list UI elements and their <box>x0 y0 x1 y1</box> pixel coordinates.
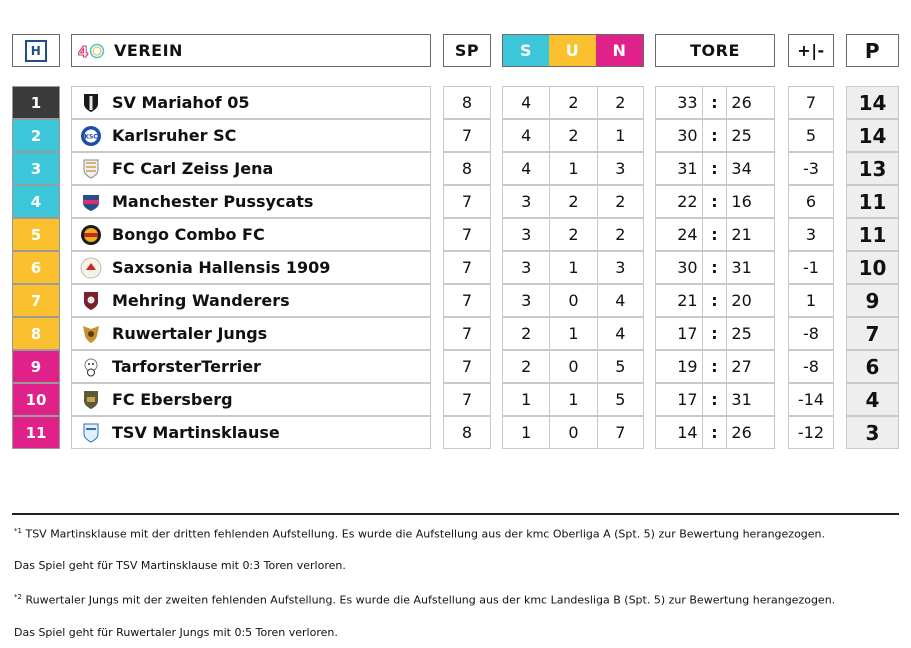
games-played: 7 <box>443 119 491 152</box>
points: 11 <box>846 185 899 218</box>
points: 14 <box>846 119 899 152</box>
games-played: 7 <box>443 218 491 251</box>
losses-value: 3 <box>597 153 643 184</box>
wins <box>502 317 644 350</box>
pussycats-crest-icon <box>80 191 102 213</box>
losses-value: 5 <box>597 384 643 415</box>
wins <box>502 185 644 218</box>
svg-text:KSC: KSC <box>84 133 98 140</box>
svg-text:4: 4 <box>78 42 89 61</box>
team-name: Ruwertaler Jungs <box>112 324 268 343</box>
points: 10 <box>846 251 899 284</box>
goals-against: 34 <box>726 153 774 184</box>
draws-value: 1 <box>549 384 596 415</box>
team-cell[interactable] <box>71 416 431 449</box>
goals-separator: : <box>702 384 727 415</box>
goals-cell <box>655 317 775 350</box>
goal-difference: 5 <box>788 119 834 152</box>
goals-separator: : <box>702 252 727 283</box>
goals-separator: : <box>702 186 727 217</box>
team-name: Bongo Combo FC <box>112 225 265 244</box>
rank-badge: 4 <box>12 185 60 218</box>
team-name: TarforsterTerrier <box>112 357 261 376</box>
team-name: FC Carl Zeiss Jena <box>112 159 274 178</box>
wins-value: 4 <box>521 93 532 112</box>
team-cell[interactable] <box>71 350 431 383</box>
note-1: $^{*1}$ TSV Martinsklause mit der dritten fehlenden Aufstellung. Es wurde die Aufstellung aus der kmc Oberliga A (Spt. 5) zur Bewertung herangezogen. <box>14 527 826 541</box>
losses-value: 2 <box>597 219 643 250</box>
points: 7 <box>846 317 899 350</box>
rank-badge: 9 <box>12 350 60 383</box>
losses-value: 2 <box>597 186 643 217</box>
wins-value: 2 <box>521 357 532 376</box>
rank-badge: 7 <box>12 284 60 317</box>
goals-against: 25 <box>726 120 774 151</box>
draws-value: 1 <box>549 318 596 349</box>
goals-separator: : <box>702 153 727 184</box>
games-played: 7 <box>443 317 491 350</box>
goals-separator: : <box>702 351 727 382</box>
goals-for: 30 <box>677 258 698 277</box>
note-4: Das Spiel geht für Ruwertaler Jungs mit 0:5 Toren verloren. <box>14 626 338 639</box>
team-cell[interactable] <box>71 86 431 119</box>
goal-difference: -12 <box>788 416 834 449</box>
losses-value: 7 <box>597 417 643 448</box>
team-cell[interactable] <box>71 317 431 350</box>
goals-against: 26 <box>726 87 774 118</box>
wins <box>502 383 644 416</box>
diff-header: +|- <box>788 34 834 67</box>
rank-badge: 10 <box>12 383 60 416</box>
goals-against: 16 <box>726 186 774 217</box>
sp-header: SP <box>443 34 491 67</box>
ksc-crest-icon <box>80 125 102 147</box>
points: 9 <box>846 284 899 317</box>
rank-badge: 1 <box>12 86 60 119</box>
draws-value: 1 <box>549 153 596 184</box>
losses-value: 4 <box>597 285 643 316</box>
team-name: SV Mariahof 05 <box>112 93 250 112</box>
team-cell[interactable] <box>71 284 431 317</box>
losses-value: 3 <box>597 252 643 283</box>
goals-for: 33 <box>677 93 698 112</box>
team-name: Saxsonia Hallensis 1909 <box>112 258 331 277</box>
wins-value: 2 <box>521 324 532 343</box>
u-header: U <box>549 34 596 67</box>
goals-cell <box>655 284 775 317</box>
logo-40-icon <box>78 40 106 62</box>
terrier-crest-icon <box>80 356 102 378</box>
wins <box>502 284 644 317</box>
points: 3 <box>846 416 899 449</box>
goals-for: 17 <box>677 324 698 343</box>
wins <box>502 350 644 383</box>
goals-for: 24 <box>677 225 698 244</box>
goals-against: 25 <box>726 318 774 349</box>
points: 13 <box>846 152 899 185</box>
goals-for: 19 <box>677 357 698 376</box>
goals-against: 31 <box>726 384 774 415</box>
goals-for: 17 <box>677 390 698 409</box>
ruwertaler-crest-icon <box>80 323 102 345</box>
games-played: 8 <box>443 86 491 119</box>
draws-value: 2 <box>549 87 596 118</box>
goal-difference: -8 <box>788 350 834 383</box>
wins <box>502 152 644 185</box>
goals-separator: : <box>702 219 727 250</box>
goals-cell <box>655 185 775 218</box>
n-header: N <box>596 34 644 67</box>
draws-value: 2 <box>549 219 596 250</box>
rank-badge: 11 <box>12 416 60 449</box>
goals-separator: : <box>702 87 727 118</box>
team-name: TSV Martinsklause <box>112 423 280 442</box>
draws-value: 0 <box>549 285 596 316</box>
team-cell[interactable] <box>71 251 431 284</box>
ebersberg-crest-icon <box>80 389 102 411</box>
wins-value: 3 <box>521 192 532 211</box>
goals-separator: : <box>702 120 727 151</box>
wins-value: 3 <box>521 291 532 310</box>
goal-difference: 3 <box>788 218 834 251</box>
losses-value: 2 <box>597 87 643 118</box>
wins <box>502 218 644 251</box>
goals-cell <box>655 251 775 284</box>
verein-label: VEREIN <box>114 41 183 60</box>
jena-crest-icon <box>80 158 102 180</box>
martinsklause-crest-icon <box>80 422 102 444</box>
wins-value: 4 <box>521 126 532 145</box>
goal-difference: -3 <box>788 152 834 185</box>
games-played: 7 <box>443 284 491 317</box>
rank-badge: 3 <box>12 152 60 185</box>
points: 11 <box>846 218 899 251</box>
goal-difference: 1 <box>788 284 834 317</box>
bongo-crest-icon <box>80 224 102 246</box>
team-cell[interactable] <box>71 383 431 416</box>
goals-cell <box>655 416 775 449</box>
goals-cell <box>655 218 775 251</box>
goals-separator: : <box>702 417 727 448</box>
draws-value: 2 <box>549 186 596 217</box>
wins <box>502 251 644 284</box>
goals-cell <box>655 86 775 119</box>
draws-value: 0 <box>549 351 596 382</box>
footer-divider <box>12 513 899 515</box>
points: 6 <box>846 350 899 383</box>
wins-value: 3 <box>521 258 532 277</box>
draws-value: 2 <box>549 120 596 151</box>
wins <box>502 416 644 449</box>
goal-difference: -1 <box>788 251 834 284</box>
goals-for: 22 <box>677 192 698 211</box>
games-played: 7 <box>443 251 491 284</box>
wins-value: 1 <box>521 390 532 409</box>
points: 4 <box>846 383 899 416</box>
draws-value: 0 <box>549 417 596 448</box>
s-header: S <box>502 34 549 67</box>
note-3: $^{*2}$ Ruwertaler Jungs mit der zweiten fehlenden Aufstellung. Es wurde die Aufstellung aus der kmc Landesliga B (Spt. 5) zur Bewertung herangezogen. <box>14 593 836 607</box>
rank-badge: 2 <box>12 119 60 152</box>
goals-for: 31 <box>677 159 698 178</box>
tore-header: TORE <box>655 34 775 67</box>
losses-value: 1 <box>597 120 643 151</box>
goals-against: 20 <box>726 285 774 316</box>
games-played: 8 <box>443 152 491 185</box>
team-name: Manchester Pussycats <box>112 192 314 211</box>
team-name: FC Ebersberg <box>112 390 233 409</box>
note-2: Das Spiel geht für TSV Martinsklause mit 0:3 Toren verloren. <box>14 559 346 572</box>
wins <box>502 119 644 152</box>
rank-badge: 8 <box>12 317 60 350</box>
goal-difference: -8 <box>788 317 834 350</box>
mariahof-crest-icon <box>80 92 102 114</box>
goals-against: 26 <box>726 417 774 448</box>
wins <box>502 86 644 119</box>
goal-difference: 7 <box>788 86 834 119</box>
rank-badge: 5 <box>12 218 60 251</box>
points: 14 <box>846 86 899 119</box>
goals-separator: : <box>702 318 727 349</box>
games-played: 7 <box>443 185 491 218</box>
goals-separator: : <box>702 285 727 316</box>
p-header: P <box>846 34 899 67</box>
wins-value: 3 <box>521 225 532 244</box>
games-played: 7 <box>443 383 491 416</box>
team-name: Karlsruher SC <box>112 126 237 145</box>
goal-difference: 6 <box>788 185 834 218</box>
team-cell[interactable] <box>71 218 431 251</box>
goals-for: 30 <box>677 126 698 145</box>
goals-against: 21 <box>726 219 774 250</box>
losses-value: 4 <box>597 318 643 349</box>
rank-badge: 6 <box>12 251 60 284</box>
mehring-crest-icon <box>80 290 102 312</box>
wins-value: 4 <box>521 159 532 178</box>
team-cell[interactable] <box>71 119 431 152</box>
team-cell[interactable] <box>71 152 431 185</box>
saxsonia-crest-icon <box>80 257 102 279</box>
losses-value: 5 <box>597 351 643 382</box>
home-badge: H <box>25 40 47 62</box>
wins-value: 1 <box>521 423 532 442</box>
games-played: 8 <box>443 416 491 449</box>
goals-against: 31 <box>726 252 774 283</box>
goals-for: 21 <box>677 291 698 310</box>
verein-header <box>71 34 431 67</box>
goals-for: 14 <box>677 423 698 442</box>
goals-cell <box>655 383 775 416</box>
goals-cell <box>655 119 775 152</box>
home-label <box>12 34 60 67</box>
goal-difference: -14 <box>788 383 834 416</box>
team-cell[interactable] <box>71 185 431 218</box>
goals-cell <box>655 152 775 185</box>
goals-cell <box>655 350 775 383</box>
draws-value: 1 <box>549 252 596 283</box>
games-played: 7 <box>443 350 491 383</box>
goals-against: 27 <box>726 351 774 382</box>
team-name: Mehring Wanderers <box>112 291 290 310</box>
